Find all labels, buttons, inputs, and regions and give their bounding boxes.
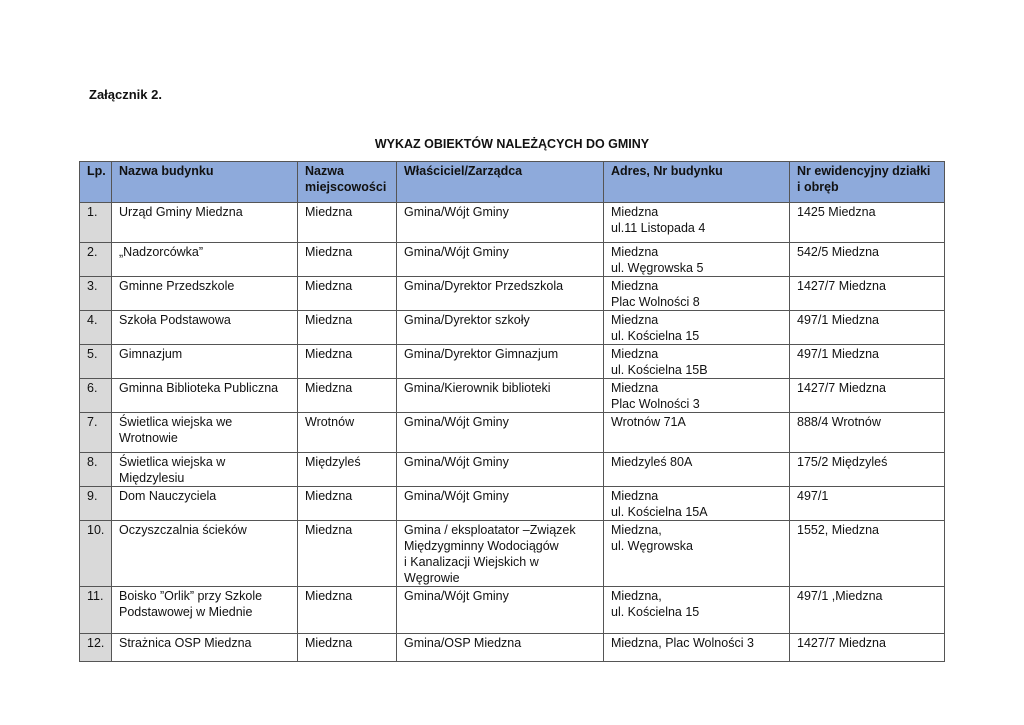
- cell-line: Miedzyleś 80A: [611, 455, 693, 469]
- cell-line: Gmina/Dyrektor szkoły: [404, 313, 530, 327]
- cell-locality: Miedzna: [298, 277, 397, 311]
- cell-line: Gmina/Dyrektor Gimnazjum: [404, 347, 559, 361]
- cell-line: Gmina/Wójt Gminy: [404, 589, 509, 603]
- cell-line: Oczyszczalnia ścieków: [119, 523, 247, 537]
- cell-parcel: 497/1 ,Miedzna: [790, 587, 945, 634]
- cell-line: Miedzna: [611, 245, 659, 259]
- header-locality: [298, 162, 397, 203]
- cell-locality: Miedzna: [298, 487, 397, 521]
- cell-line: Gmina/Wójt Gminy: [404, 455, 509, 469]
- cell-line: miejscowości: [305, 180, 387, 194]
- cell-building-name: [112, 243, 298, 277]
- cell-building-name: [112, 587, 298, 634]
- cell-line: Gimnazjum: [119, 347, 183, 361]
- cell-line: Międzygminny Wodociągów: [404, 539, 559, 553]
- cell-line: Właściciel/Zarządca: [404, 164, 523, 178]
- table-row: [80, 521, 945, 587]
- cell-line: Miedzna: [611, 313, 659, 327]
- cell-line: Miedzna,: [611, 523, 662, 537]
- cell-line: Podstawowej w Miednie: [119, 605, 253, 619]
- cell-lp: 10.: [80, 521, 112, 587]
- cell-address: [604, 243, 790, 277]
- table-row: [80, 311, 945, 345]
- cell-owner: [397, 243, 604, 277]
- cell-owner: [397, 379, 604, 413]
- cell-parcel: 1427/7 Miedzna: [790, 379, 945, 413]
- cell-line: Nazwa budynku: [119, 164, 214, 178]
- cell-lp: 7.: [80, 413, 112, 453]
- cell-line: „Nadzorcówka”: [119, 245, 204, 259]
- cell-line: Szkoła Podstawowa: [119, 313, 231, 327]
- cell-line: Gmina/Wójt Gminy: [404, 205, 509, 219]
- cell-line: Miedzna: [611, 381, 659, 395]
- cell-lp: 1.: [80, 203, 112, 243]
- cell-building-name: [112, 453, 298, 487]
- cell-building-name: [112, 487, 298, 521]
- cell-parcel: 888/4 Wrotnów: [790, 413, 945, 453]
- cell-line: Gminna Biblioteka Publiczna: [119, 381, 279, 395]
- cell-building-name: [112, 634, 298, 662]
- cell-address: [604, 203, 790, 243]
- cell-owner: [397, 521, 604, 587]
- cell-locality: Miedzna: [298, 521, 397, 587]
- cell-building-name: [112, 379, 298, 413]
- cell-owner: [397, 311, 604, 345]
- cell-lp: 6.: [80, 379, 112, 413]
- cell-line: Lp.: [87, 164, 106, 178]
- cell-parcel: 1425 Miedzna: [790, 203, 945, 243]
- cell-address: [604, 634, 790, 662]
- cell-address: [604, 413, 790, 453]
- cell-line: Miedzna: [611, 279, 659, 293]
- header-building-name: [112, 162, 298, 203]
- cell-line: Adres, Nr budynku: [611, 164, 723, 178]
- header-address: [604, 162, 790, 203]
- cell-parcel: 497/1 Miedzna: [790, 311, 945, 345]
- cell-line: Gmina/OSP Miedzna: [404, 636, 522, 650]
- table-row: [80, 379, 945, 413]
- cell-building-name: [112, 277, 298, 311]
- cell-parcel: 497/1 Miedzna: [790, 345, 945, 379]
- cell-line: Boisko ”Orlik” przy Szkole: [119, 589, 263, 603]
- table-row: [80, 487, 945, 521]
- cell-parcel: 175/2 Międzyleś: [790, 453, 945, 487]
- cell-owner: [397, 453, 604, 487]
- cell-parcel: 1552, Miedzna: [790, 521, 945, 587]
- cell-owner: [397, 413, 604, 453]
- attachment-label: Załącznik 2.: [89, 87, 162, 102]
- cell-line: Miedzna, Plac Wolności 3: [611, 636, 754, 650]
- cell-locality: Międzyleś: [298, 453, 397, 487]
- cell-locality: Miedzna: [298, 243, 397, 277]
- cell-line: Nazwa: [305, 164, 344, 178]
- cell-lp: 8.: [80, 453, 112, 487]
- cell-address: [604, 521, 790, 587]
- cell-line: Gmina/Wójt Gminy: [404, 415, 509, 429]
- cell-line: Wrotnów 71A: [611, 415, 686, 429]
- cell-lp: 12.: [80, 634, 112, 662]
- cell-owner: [397, 587, 604, 634]
- cell-line: i obręb: [797, 180, 839, 194]
- cell-line: Gmina/Dyrektor Przedszkola: [404, 279, 564, 293]
- cell-building-name: [112, 413, 298, 453]
- cell-line: Gmina/Wójt Gminy: [404, 489, 509, 503]
- header-lp: [80, 162, 112, 203]
- cell-building-name: [112, 521, 298, 587]
- cell-locality: Miedzna: [298, 345, 397, 379]
- cell-address: [604, 487, 790, 521]
- cell-line: ul. Kościelna 15B: [611, 363, 708, 377]
- cell-line: ul. Węgrowska 5: [611, 261, 704, 275]
- cell-line: ul.11 Listopada 4: [611, 221, 706, 235]
- cell-line: Gmina / eksploatator –Związek: [404, 523, 576, 537]
- cell-line: ul. Kościelna 15: [611, 605, 700, 619]
- cell-parcel: 1427/7 Miedzna: [790, 277, 945, 311]
- cell-line: ul. Węgrowska: [611, 539, 693, 553]
- objects-table: [79, 161, 945, 662]
- cell-address: [604, 379, 790, 413]
- cell-line: Plac Wolności 8: [611, 295, 700, 309]
- table-header: [80, 162, 945, 203]
- cell-line: Świetlica wiejska w Międzylesiu: [119, 455, 226, 485]
- cell-line: Urząd Gminy Miedzna: [119, 205, 243, 219]
- cell-line: Świetlica wiejska we: [119, 415, 233, 429]
- cell-locality: Miedzna: [298, 587, 397, 634]
- cell-lp: 5.: [80, 345, 112, 379]
- cell-building-name: [112, 311, 298, 345]
- table-row: [80, 243, 945, 277]
- cell-line: ul. Kościelna 15: [611, 329, 700, 343]
- cell-address: [604, 587, 790, 634]
- cell-parcel: 1427/7 Miedzna: [790, 634, 945, 662]
- cell-line: Gmina/Kierownik biblioteki: [404, 381, 551, 395]
- cell-address: [604, 453, 790, 487]
- cell-owner: [397, 634, 604, 662]
- cell-lp: 11.: [80, 587, 112, 634]
- cell-line: Miedzna,: [611, 589, 662, 603]
- cell-lp: 9.: [80, 487, 112, 521]
- table-row: [80, 345, 945, 379]
- cell-building-name: [112, 203, 298, 243]
- document-title: WYKAZ OBIEKTÓW NALEŻĄCYCH DO GMINY: [374, 137, 650, 151]
- cell-line: Gmina/Wójt Gminy: [404, 245, 509, 259]
- cell-owner: [397, 487, 604, 521]
- cell-line: Wrotnowie: [119, 431, 178, 445]
- table-body: [80, 203, 945, 662]
- cell-line: Miedzna: [611, 489, 659, 503]
- cell-parcel: 497/1: [790, 487, 945, 521]
- cell-lp: 4.: [80, 311, 112, 345]
- cell-line: i Kanalizacji Wiejskich w Węgrowie: [404, 555, 539, 585]
- cell-lp: 3.: [80, 277, 112, 311]
- cell-lp: 2.: [80, 243, 112, 277]
- cell-owner: [397, 345, 604, 379]
- cell-address: [604, 345, 790, 379]
- cell-owner: [397, 203, 604, 243]
- cell-line: Miedzna: [611, 205, 659, 219]
- table-row: [80, 277, 945, 311]
- header-owner: [397, 162, 604, 203]
- cell-locality: Miedzna: [298, 203, 397, 243]
- header-row: [80, 162, 945, 203]
- cell-line: Miedzna: [611, 347, 659, 361]
- cell-line: ul. Kościelna 15A: [611, 505, 708, 519]
- cell-locality: Wrotnów: [298, 413, 397, 453]
- cell-line: Gminne Przedszkole: [119, 279, 235, 293]
- cell-locality: Miedzna: [298, 379, 397, 413]
- cell-address: [604, 277, 790, 311]
- cell-line: Dom Nauczyciela: [119, 489, 217, 503]
- table-row: [80, 634, 945, 662]
- cell-owner: [397, 277, 604, 311]
- header-parcel: [790, 162, 945, 203]
- cell-locality: Miedzna: [298, 311, 397, 345]
- table-row: [80, 203, 945, 243]
- cell-line: Plac Wolności 3: [611, 397, 700, 411]
- cell-line: Strażnica OSP Miedzna: [119, 636, 252, 650]
- table-row: [80, 453, 945, 487]
- table-row: [80, 413, 945, 453]
- cell-address: [604, 311, 790, 345]
- cell-parcel: 542/5 Miedzna: [790, 243, 945, 277]
- cell-building-name: [112, 345, 298, 379]
- cell-locality: Miedzna: [298, 634, 397, 662]
- table-row: [80, 587, 945, 634]
- cell-line: Nr ewidencyjny działki: [797, 164, 931, 178]
